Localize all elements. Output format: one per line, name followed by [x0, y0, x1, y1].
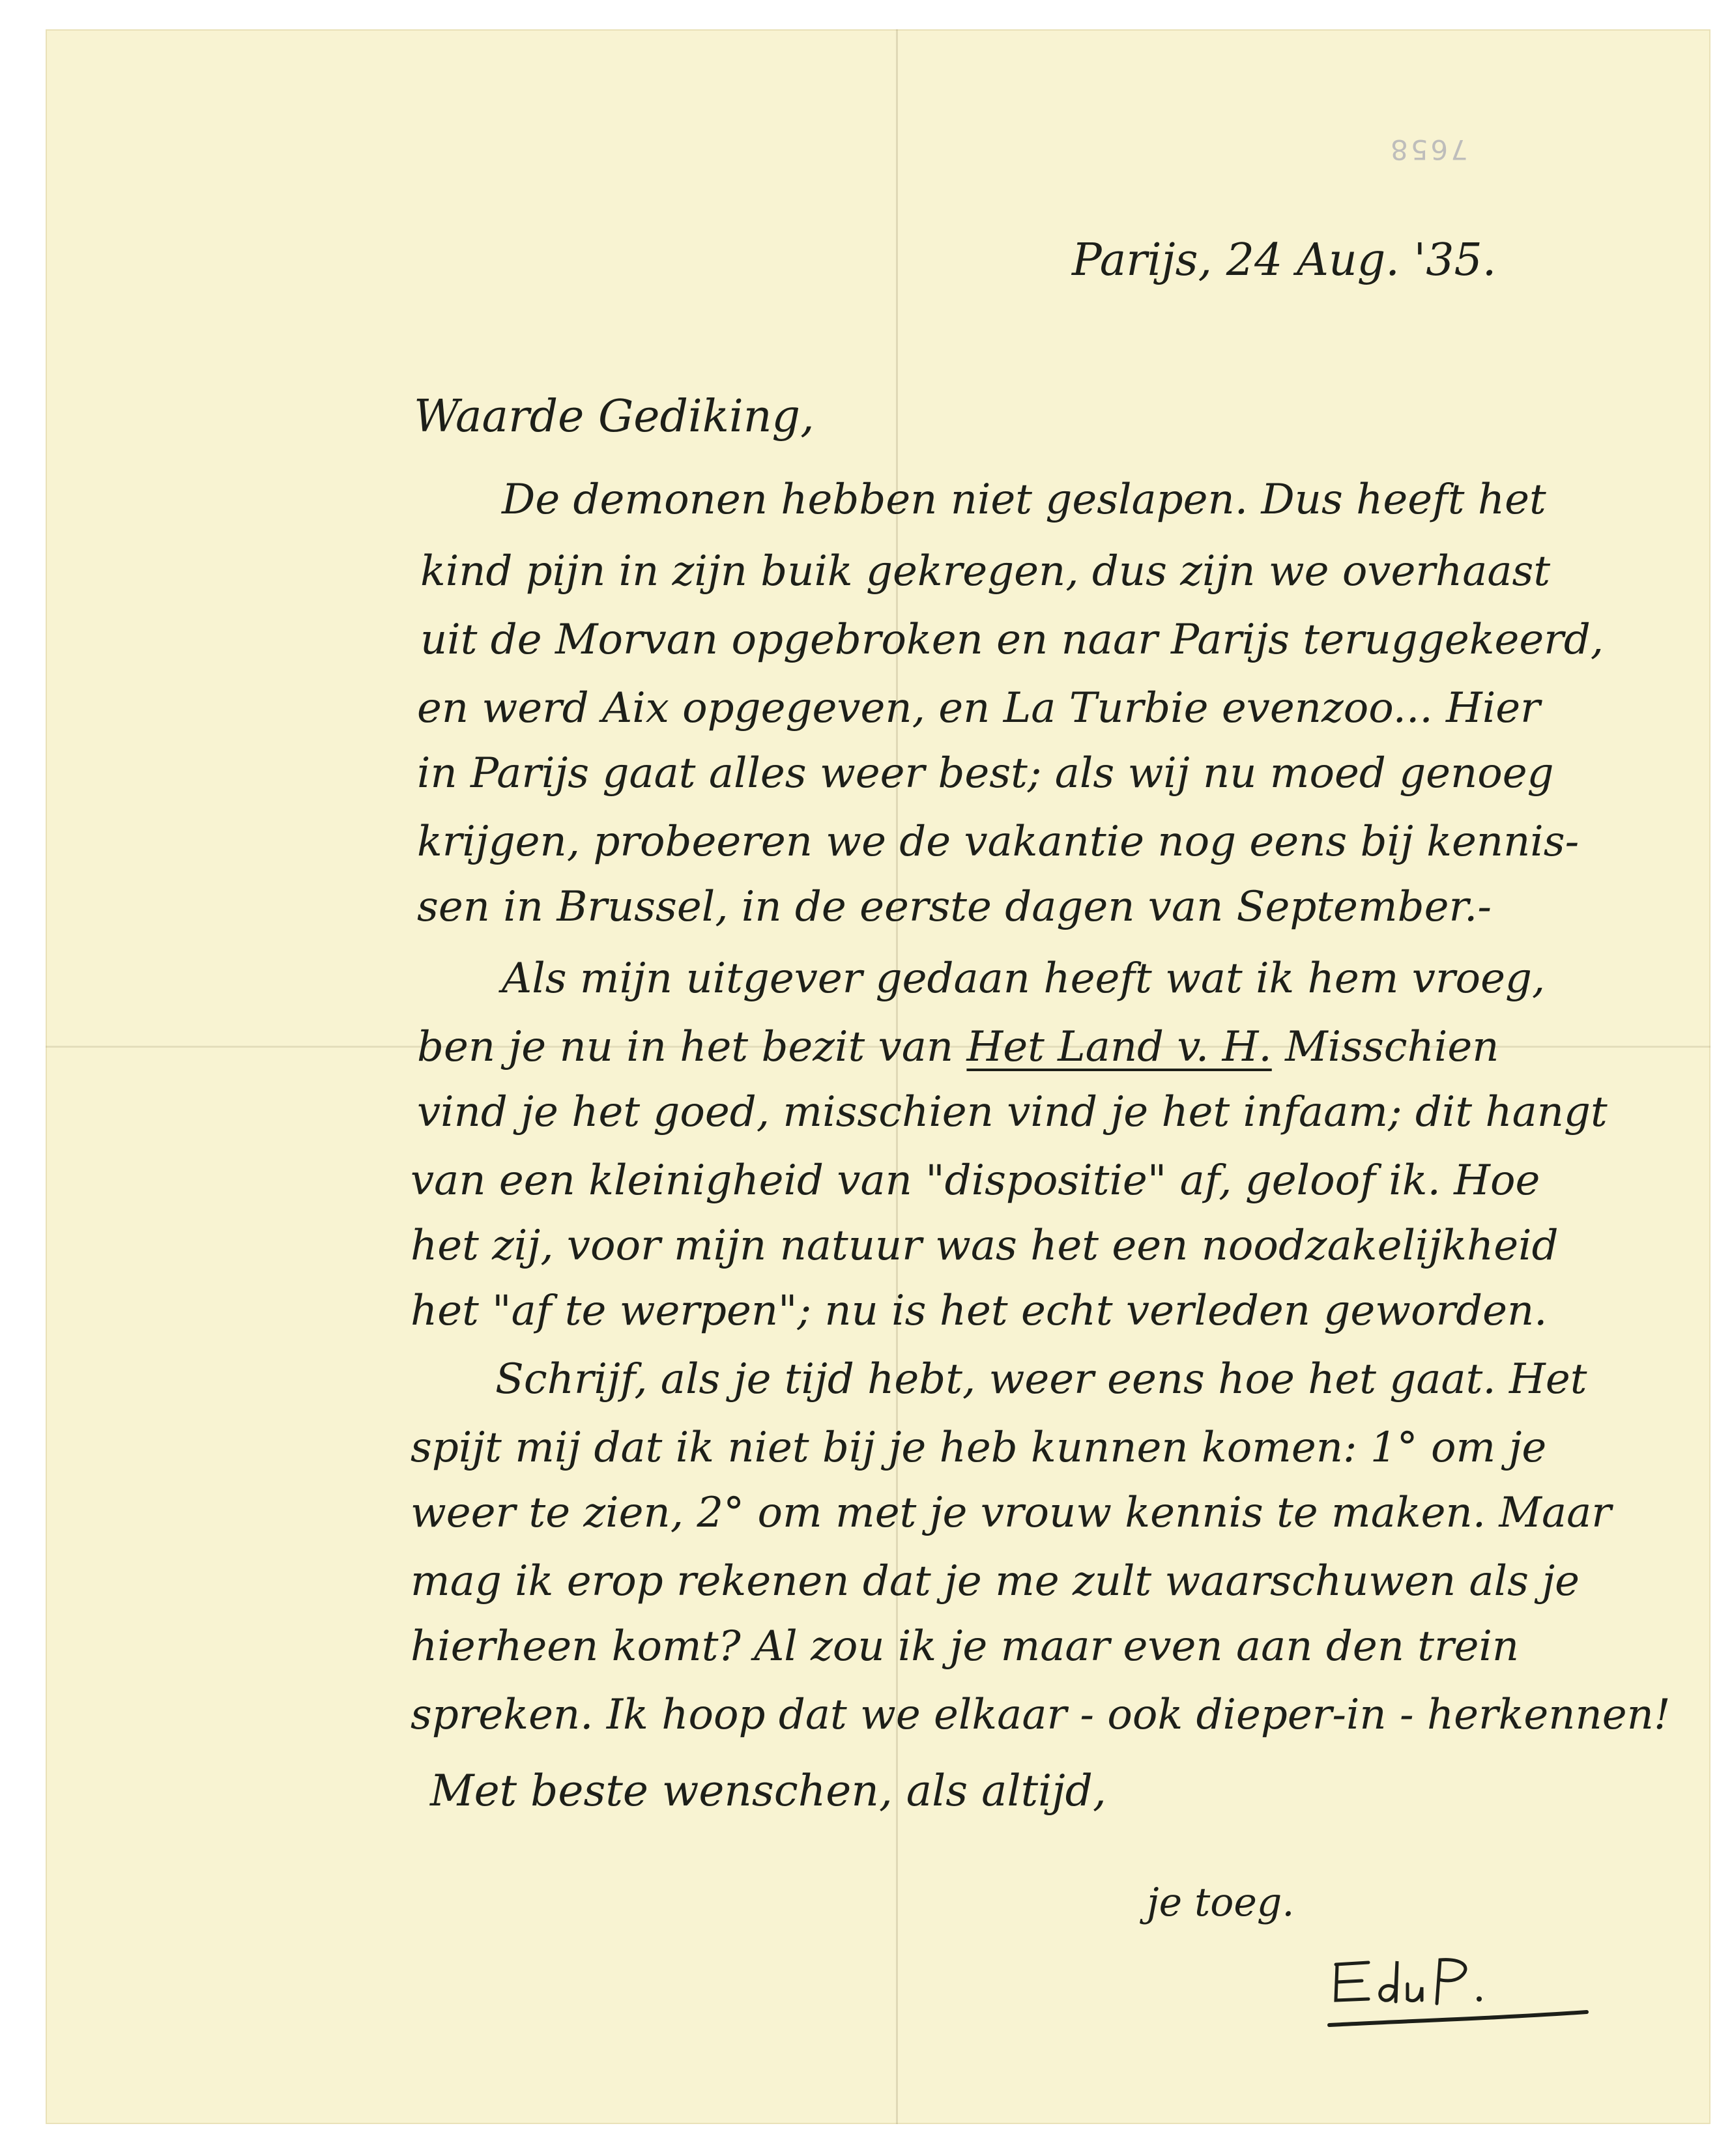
- letter-line: van een kleinigheid van "dispositie" af, geloof ik. Hoe: [411, 1157, 1540, 1205]
- letter-line-text: Misschien: [1285, 1023, 1499, 1071]
- letter-line: mag ik erop rekenen dat je me zult waarschuwen als je: [411, 1557, 1580, 1605]
- letter-sheet: [46, 29, 1710, 2124]
- letter-line: Schrijf, als je tijd hebt, weer eens hoe het gaat. Het: [495, 1355, 1587, 1403]
- letter-line: hierheen komt? Al zou ik je maar even aan den trein: [411, 1622, 1520, 1671]
- letter-line: De demonen hebben niet geslapen. Dus heeft het: [502, 476, 1546, 524]
- letter-line: Als mijn uitgever gedaan heeft wat ik hem vroeg,: [502, 955, 1546, 1003]
- letter-line: het zij, voor mijn natuur was het een noodzakelijkheid: [411, 1222, 1559, 1270]
- letter-line: spijt mij dat ik niet bij je heb kunnen komen: 1° om je: [411, 1424, 1547, 1472]
- letter-line-with-title: [417, 1023, 1499, 1071]
- sign-off: je toeg.: [1147, 1880, 1295, 1925]
- salutation: Waarde Gediking,: [414, 391, 815, 442]
- book-title-underlined: Het Land v. H.: [966, 1023, 1272, 1071]
- letter-line: vind je het goed, misschien vind je het infaam; dit hangt: [417, 1088, 1608, 1136]
- handwritten-signature: [1323, 1948, 1596, 2033]
- letter-line: het "af te werpen"; nu is het echt verleden geworden.: [411, 1287, 1548, 1335]
- letter-date: Parijs, 24 Aug. '35.: [1072, 235, 1497, 286]
- letter-line-text: ben je nu in het bezit van: [417, 1023, 954, 1071]
- letter-line: en werd Aix opgegeven, en La Turbie evenzoo... Hier: [417, 684, 1540, 732]
- letter-line: krijgen, probeeren we de vakantie nog eens bij kennis-: [417, 818, 1580, 866]
- letter-line: uit de Morvan opgebroken en naar Parijs teruggekeerd,: [420, 616, 1604, 664]
- letter-line: in Parijs gaat alles weer best; als wij nu moed genoeg: [417, 749, 1554, 798]
- letter-line: sen in Brussel, in de eerste dagen van September.-: [417, 883, 1492, 931]
- letter-line: kind pijn in zijn buik gekregen, dus zijn we overhaast: [420, 547, 1551, 596]
- letter-line: spreken. Ik hoop dat we elkaar - ook dieper-in - herkennen!: [411, 1691, 1671, 1739]
- letter-line: weer te zien, 2° om met je vrouw kennis te maken. Maar: [411, 1489, 1611, 1537]
- closing-phrase: Met beste wenschen, als altijd,: [430, 1766, 1106, 1816]
- archive-number-stamp: 7658: [1388, 134, 1468, 165]
